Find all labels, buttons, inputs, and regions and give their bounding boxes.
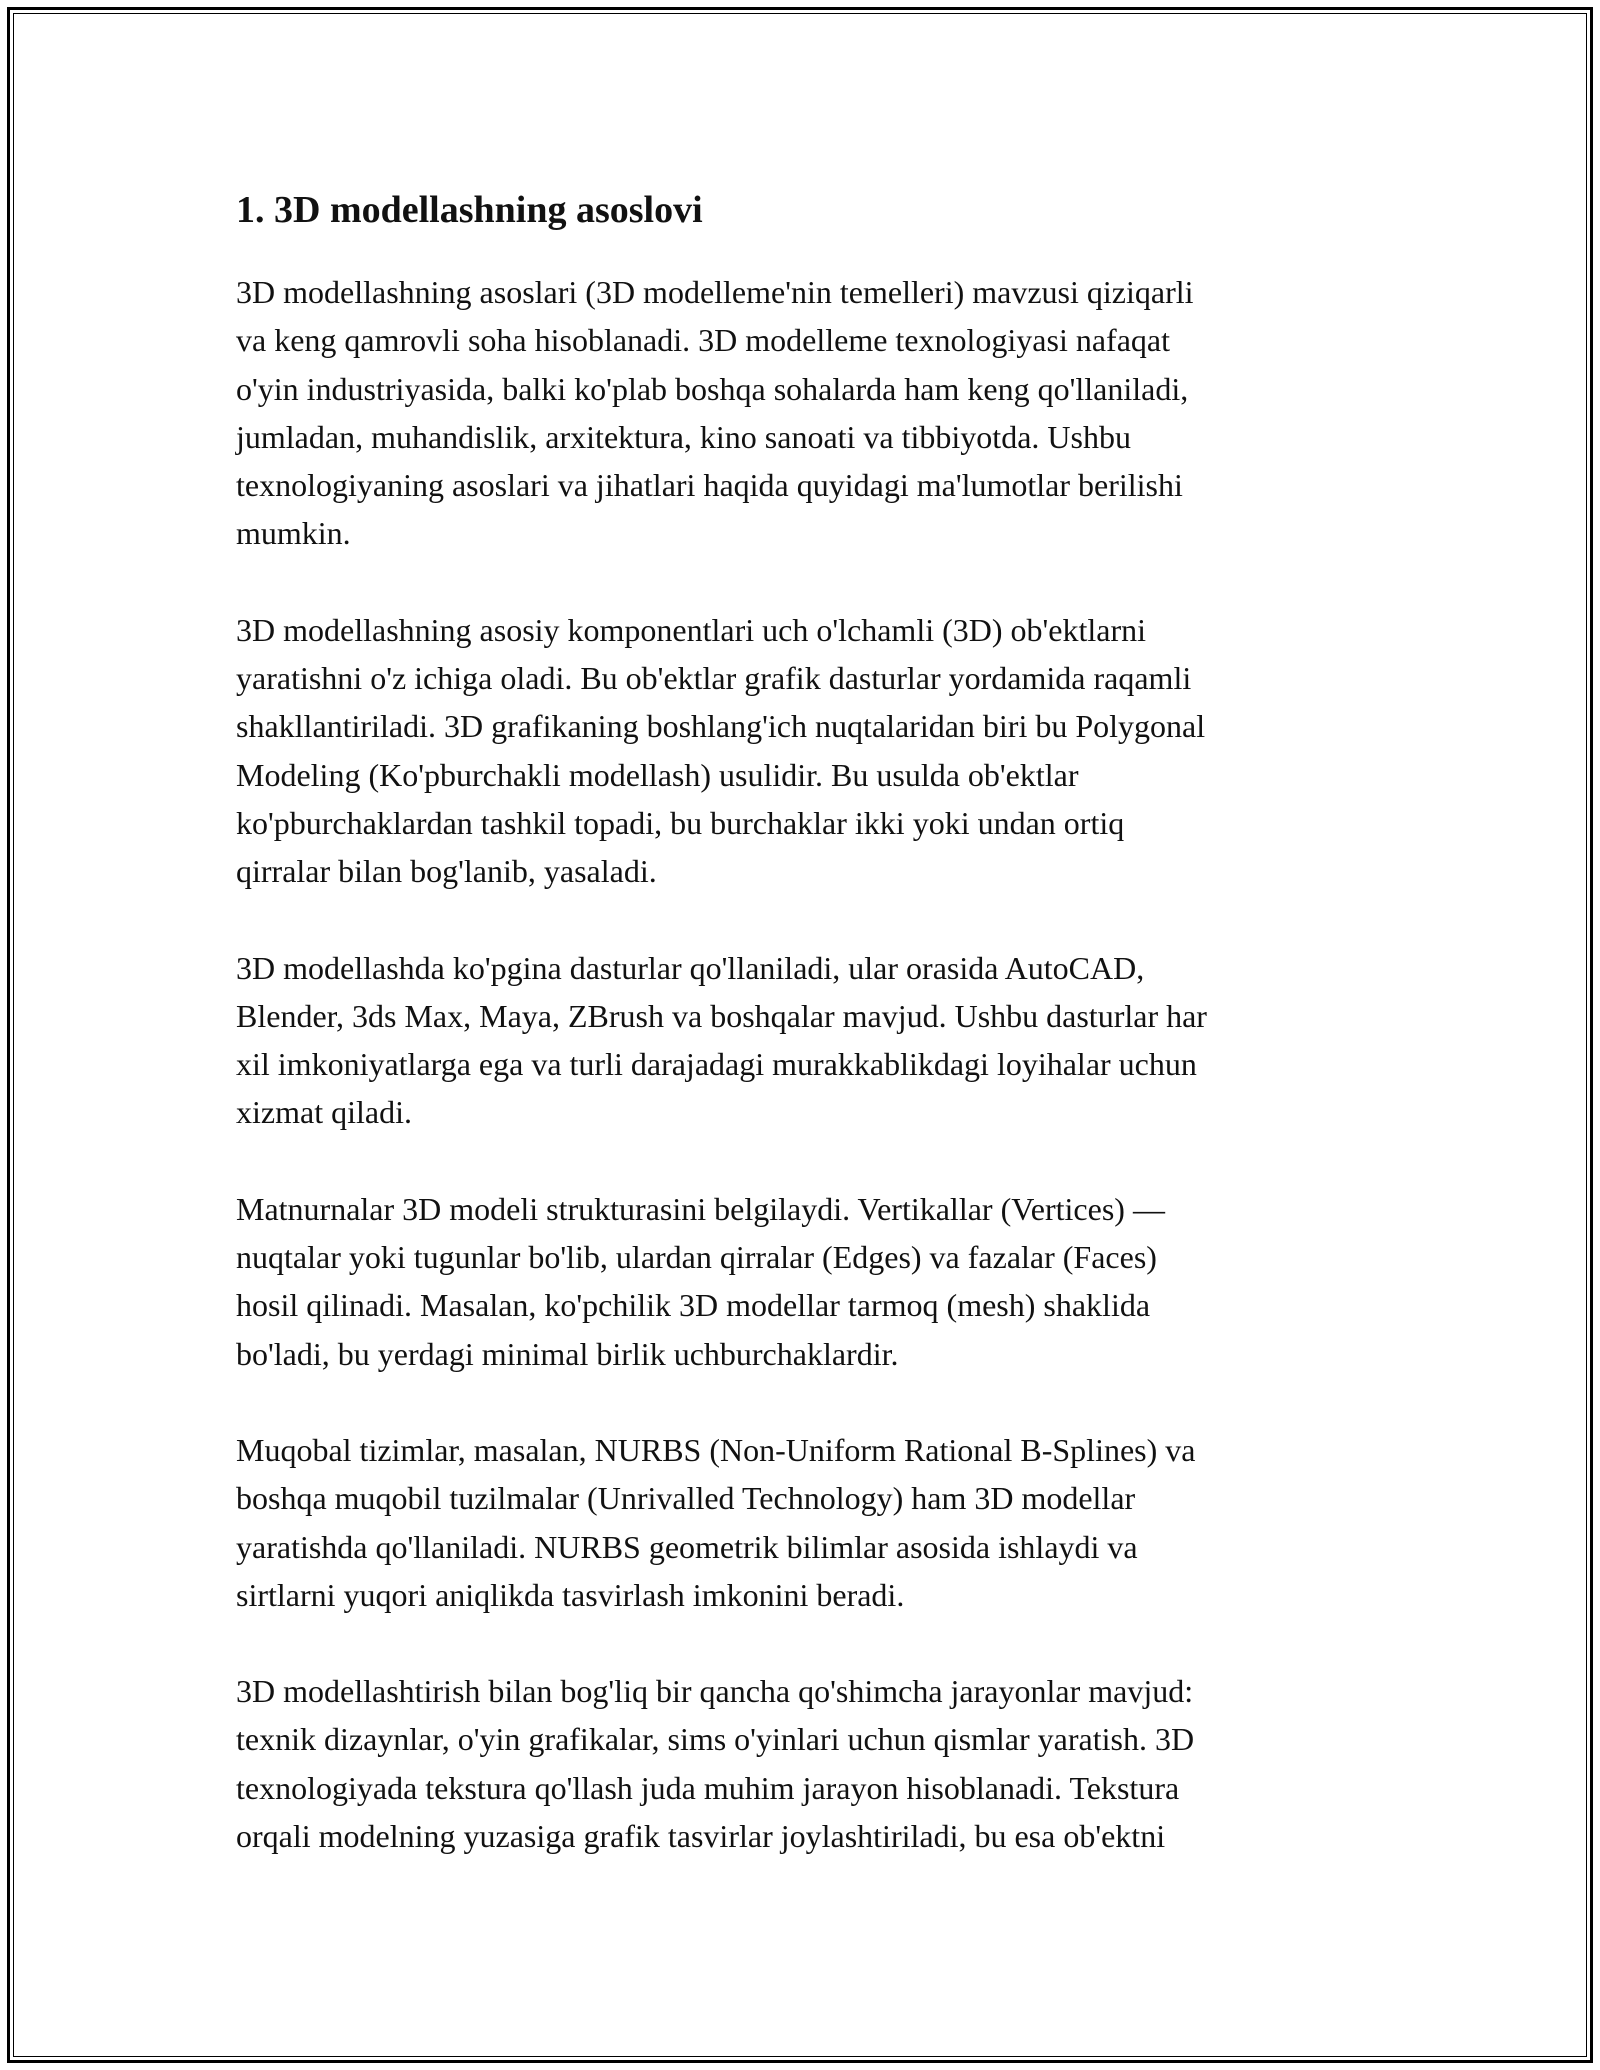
text-line: texnik dizaynlar, o'yin grafikalar, sims o'yinlari uchun qismlar yaratish. 3D (236, 1721, 1195, 1758)
text-line: boshqa muqobil tuzilmalar (Unrivalled Technology) ham 3D modellar (236, 1480, 1136, 1517)
paragraph-1 (236, 268, 1356, 558)
text-line: 3D modellashning asosiy komponentlari uch o'lchamli (3D) ob'ektlarni (236, 611, 1147, 648)
text-line: bo'ladi, bu yerdagi minimal birlik uchburchaklardir. (236, 1335, 899, 1372)
text-line: Blender, 3ds Max, Maya, ZBrush va boshqalar mavjud. Ushbu dasturlar har (236, 997, 1207, 1034)
text-line: texnologiyada tekstura qo'llash juda muhim jarayon hisoblanadi. Tekstura (236, 1769, 1180, 1806)
text-line: shakllantiriladi. 3D grafikaning boshlang'ich nuqtalaridan biri bu Polygonal (236, 708, 1206, 745)
text-line: qirralar bilan bog'lanib, yasaladi. (236, 853, 657, 890)
text-line: yaratishni o'z ichiga oladi. Bu ob'ektlar grafik dasturlar yordamida raqamli (236, 660, 1192, 697)
text-line: nuqtalar yoki tugunlar bo'lib, ulardan qirralar (Edges) va fazalar (Faces) (236, 1239, 1157, 1276)
text-line: jumladan, muhandislik, arxitektura, kino sanoati va tibbiyotda. Ushbu (236, 418, 1131, 455)
text-line: sirtlarni yuqori aniqlikda tasvirlash imkonini beradi. (236, 1576, 905, 1613)
text-line: 3D modellashda ko'pgina dasturlar qo'llaniladi, ular orasida AutoCAD, (236, 949, 1145, 986)
text-line: orqali modelning yuzasiga grafik tasvirlar joylashtiriladi, bu esa ob'ektni (236, 1818, 1166, 1855)
text-line: ko'pburchaklardan tashkil topadi, bu burchaklar ikki yoki undan ortiq (236, 804, 1125, 841)
text-line: xil imkoniyatlarga ega va turli darajadagi murakkablikdagi loyihalar uchun (236, 1046, 1197, 1083)
text-line: Modeling (Ko'pburchakli modellash) usulidir. Bu usulda ob'ektlar (236, 756, 1079, 793)
text-line: hosil qilinadi. Masalan, ko'pchilik 3D modellar tarmoq (mesh) shaklida (236, 1287, 1151, 1324)
paragraph-2 (236, 606, 1356, 896)
text-line: 3D modellashtirish bilan bog'liq bir qancha qo'shimcha jarayonlar mavjud: (236, 1673, 1194, 1710)
text-line: mumkin. (236, 515, 351, 552)
paragraph-6 (236, 1667, 1356, 1860)
section-heading: 1. 3D modellashning asoslovi (236, 189, 703, 231)
text-line: o'yin industriyasida, balki ko'plab boshqa sohalarda ham keng qo'llaniladi, (236, 370, 1189, 407)
text-line: xizmat qiladi. (236, 1094, 412, 1131)
text-line: texnologiyaning asoslari va jihatlari haqida quyidagi ma'lumotlar berilishi (236, 467, 1183, 504)
text-line: yaratishda qo'llaniladi. NURBS geometrik bilimlar asosida ishlaydi va (236, 1528, 1138, 1565)
text-line: Matnurnalar 3D modeli strukturasini belgilaydi. Vertikallar (Vertices) — (236, 1190, 1165, 1227)
text-line: va keng qamrovli soha hisoblanadi. 3D modelleme texnologiyasi nafaqat (236, 322, 1170, 359)
text-line: Muqobal tizimlar, masalan, NURBS (Non-Uniform Rational B-Splines) va (236, 1431, 1196, 1468)
paragraph-5 (236, 1426, 1356, 1619)
paragraph-3 (236, 944, 1356, 1137)
text-line: 3D modellashning asoslari (3D modelleme'nin temelleri) mavzusi qiziqarli (236, 274, 1194, 310)
document-body (236, 186, 1356, 1908)
paragraph-4 (236, 1185, 1356, 1378)
